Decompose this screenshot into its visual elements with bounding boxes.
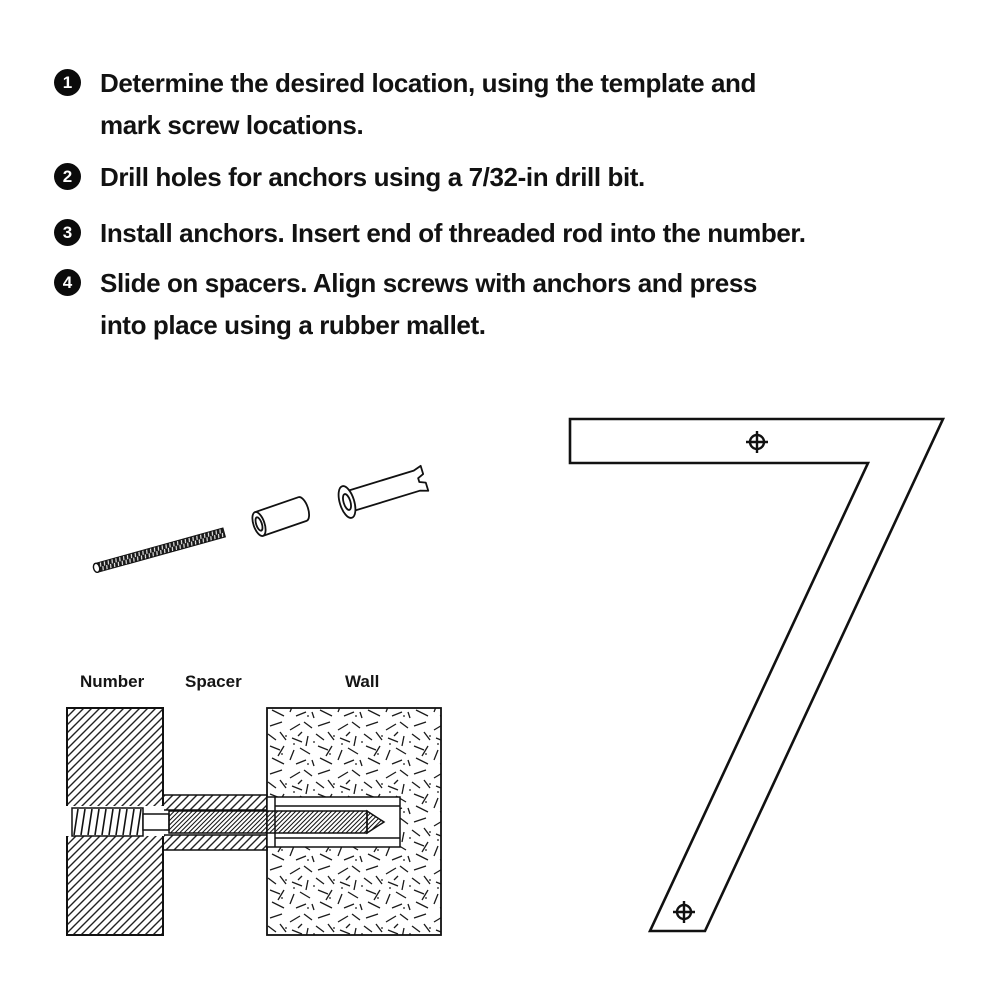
threaded-rod-drawing [92,528,225,573]
step-text-line: Drill holes for anchors using a 7/32-in drill bit. [100,162,645,192]
screw-drawing [72,808,384,836]
cross-section-diagram [66,708,441,935]
spacer-cross-bottom [163,835,267,850]
house-number-diagram [570,419,943,931]
step-number: 2 [62,166,73,186]
step-text-line: Slide on spacers. Align screws with anchors and press [100,268,757,298]
label-wall: Wall [345,672,380,691]
step-text-line: Determine the desired location, using the template and [100,68,756,98]
step-number: 4 [62,272,73,292]
spacer-drawing [250,495,312,537]
anchor-drawing [335,463,429,520]
step-text-line: mark screw locations. [100,110,364,140]
step-number: 3 [62,222,73,242]
step-text-line: into place using a rubber mallet. [100,310,486,340]
house-number-outline [570,419,943,931]
step-number: 1 [62,72,73,92]
label-number: Number [80,672,145,691]
label-spacer: Spacer [185,672,242,691]
spacer-cross-top [163,795,267,810]
hardware-diagram [92,463,429,574]
step-text-line: Install anchors. Insert end of threaded rod into the number. [100,218,806,248]
